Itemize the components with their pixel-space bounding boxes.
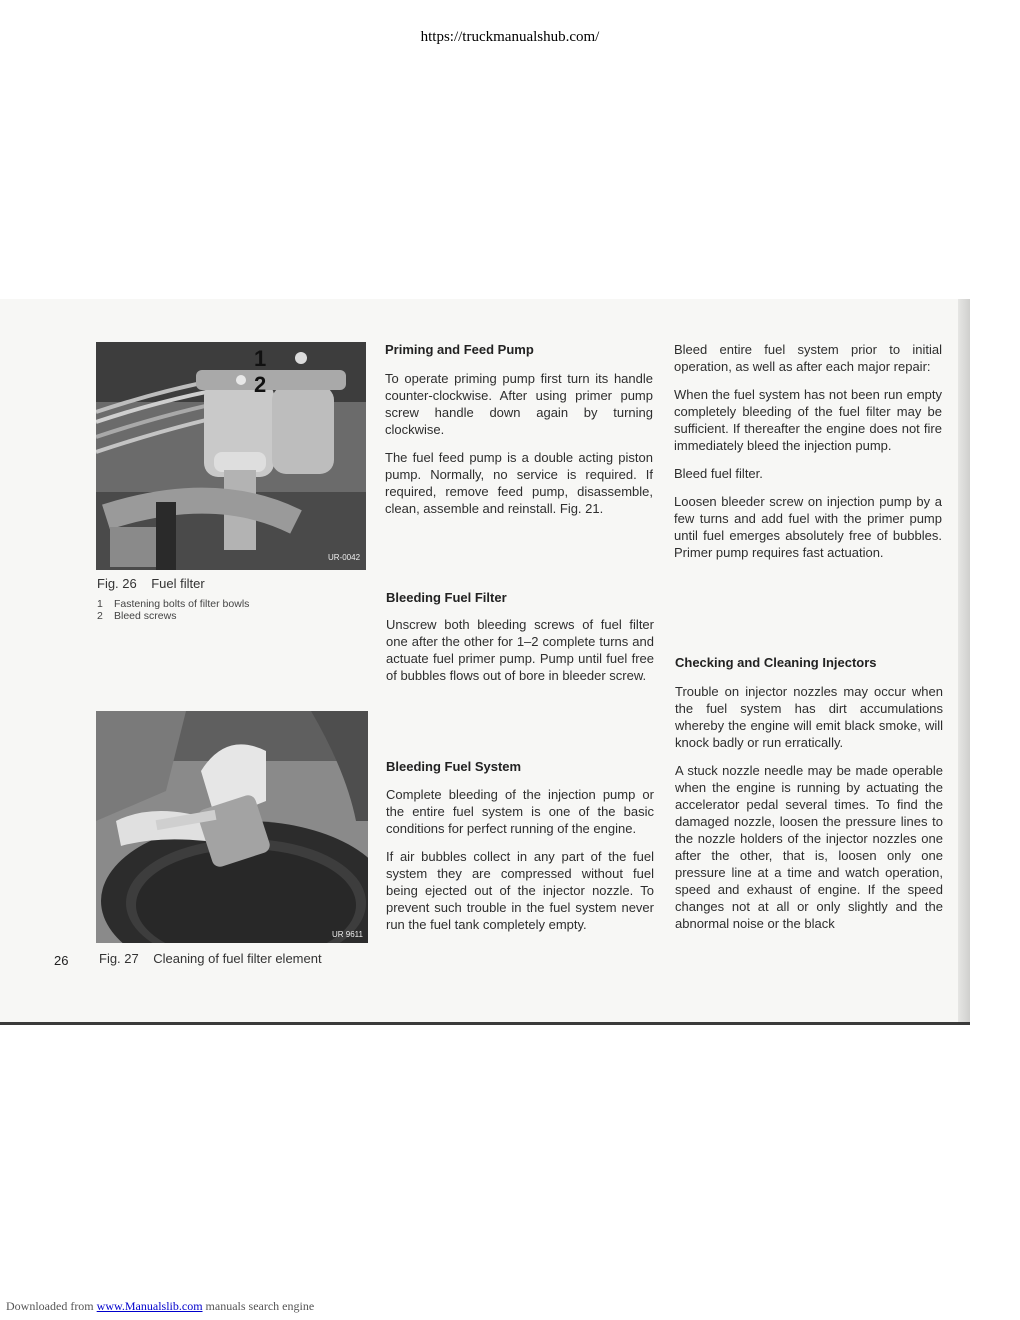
paragraph: Bleed fuel filter.: [674, 466, 763, 481]
paragraph: The fuel feed pump is a double acting piston pump. Normally, no service is required. If required, remove feed pump, disassemble, clean, assemble and reinstall. Fig. 21.: [385, 450, 653, 516]
paragraph: A stuck nozzle needle may be made operable when the engine is running by actuating the accelerator pedal several times. To find the damaged nozzle, loosen the pressure lines to the nozzle holders of the injector nozzles one after the other, that is, loosen only one pressure line at a time and watch operation, speed and exhaust of engine. If the speed changes not at all or only slightly and the abnormal noise or the black: [675, 763, 943, 931]
fig-26-legend: [97, 598, 249, 622]
section-bleeding-fuel-filter: [386, 589, 654, 684]
photo-code: UR 9611: [332, 930, 363, 939]
fig-27-number: Fig. 27: [99, 951, 139, 966]
page-edge-shadow: [958, 299, 970, 1022]
legend-item: 1 Fastening bolts of filter bowls: [97, 598, 250, 610]
fig-26-number: Fig. 26: [97, 576, 137, 591]
filter-cleaning-photo: [96, 711, 368, 943]
paragraph: To operate priming pump first turn its handle counter-clockwise. After using primer pump screw handle down again by turning clockwise.: [385, 371, 653, 437]
section-bleeding-fuel-system: [386, 758, 654, 933]
section-heading: Bleeding Fuel System: [386, 759, 522, 774]
paragraph: When the fuel system has not been run empty completely bleeding of the fuel filter may be sufficient. If thereafter the engine does not fire immediately bleed the injection pump.: [674, 387, 942, 453]
bleeding-instructions: [674, 341, 942, 561]
photo-code: UR-0042: [328, 553, 361, 562]
manualslib-link[interactable]: www.Manualslib.com: [96, 1299, 203, 1313]
callout-1: 1: [254, 346, 267, 371]
footer: [6, 1299, 314, 1314]
fig-26-caption: [97, 576, 205, 591]
section-heading: Bleeding Fuel Filter: [386, 590, 507, 605]
header-url: https://truckmanualshub.com/: [420, 29, 600, 45]
callout-2: 2: [254, 372, 267, 397]
paragraph: Trouble on injector nozzles may occur when the fuel system has dirt accumulations whereby the engine will emit black smoke, will knock badly or run erratically.: [675, 684, 943, 750]
paragraph: Complete bleeding of the injection pump or the entire fuel system is one of the basic conditions for perfect running of the engine.: [386, 787, 654, 836]
paragraph: If air bubbles collect in any part of the fuel system they are compressed without fuel being ejected out of the injector nozzle. To prevent such trouble in the fuel system never run the fuel tank completely empty.: [386, 849, 654, 932]
paragraph: Bleed entire fuel system prior to initial operation, as well as after each major repair:: [674, 342, 942, 374]
section-priming-feed-pump: [385, 341, 653, 517]
legend-item: 2 Bleed screws: [97, 610, 177, 622]
footer-prefix: Downloaded from: [6, 1299, 97, 1313]
section-heading: Priming and Feed Pump: [385, 342, 534, 357]
fuel-filter-photo: [96, 342, 366, 570]
fig-27-caption: [99, 951, 322, 966]
page-number: 26: [54, 953, 69, 968]
section-heading: Checking and Cleaning Injectors: [675, 655, 877, 670]
fig-26-title: Fuel filter: [151, 576, 205, 591]
paragraph: Unscrew both bleeding screws of fuel filter one after the other for 1–2 complete turns and actuate fuel primer pump. Pump until fuel free of bubbles flows out of bore in bleeder screw.: [386, 617, 654, 683]
section-checking-cleaning-injectors: [675, 654, 943, 932]
fig-27-title: Cleaning of fuel filter element: [153, 951, 322, 966]
paragraph: Loosen bleeder screw on injection pump by a few turns and add fuel with the primer pump until fuel emerges absolutely free of bubbles. Primer pump requires fast actuation.: [674, 494, 942, 560]
footer-suffix: manuals search engine: [202, 1299, 315, 1313]
